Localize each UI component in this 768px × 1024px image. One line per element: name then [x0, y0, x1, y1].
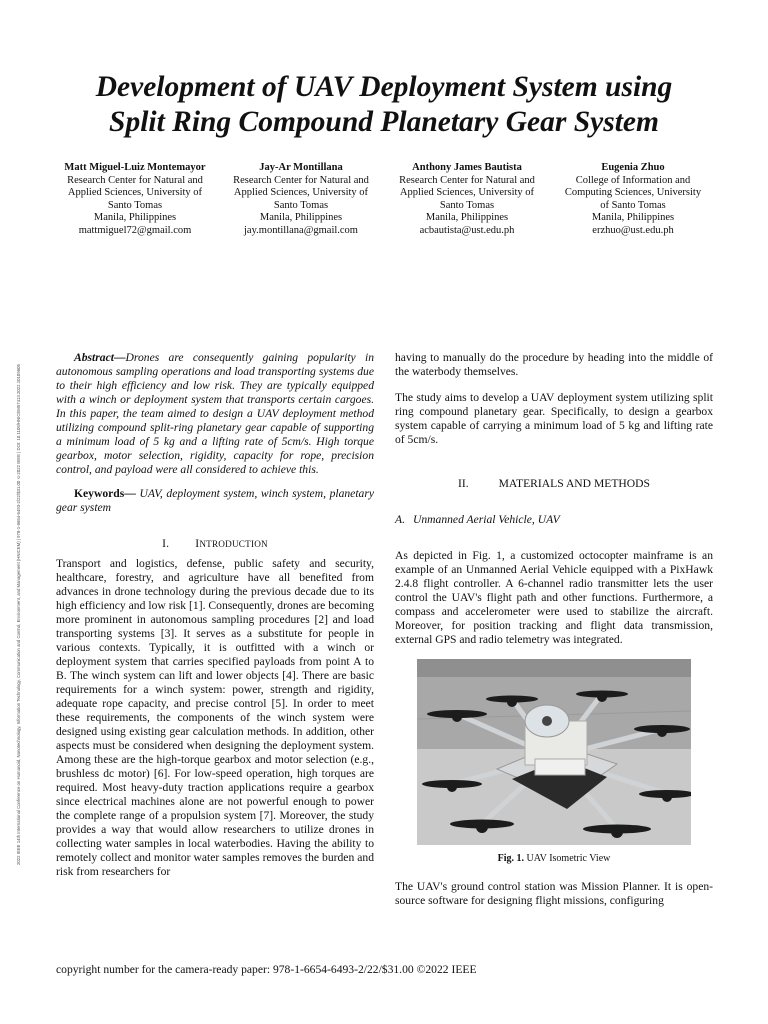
author-location: Manila, Philippines [591, 212, 675, 224]
subsection-title: Unmanned Aerial Vehicle, UAV [412, 513, 560, 526]
figure-label: Fig. 1. [497, 853, 525, 864]
author-affiliation: Research Center for Natural and [67, 174, 203, 186]
conference-side-note: 2022 IEEE 14th International Conference on Humanoid, Nanotechnology, Information Technology, Communication and Control, Environment, and Management (HNICEM) | 978-1-6654-6493-2/22/$31.00 ©2022 IEEE | DOI: 10.1109/HNICEM57413.2022.10109605 [16, 364, 21, 865]
author-affiliation: Research Center for Natural and [233, 174, 369, 186]
author-affiliation: Research Center for Natural and [399, 174, 535, 186]
author-affiliation: Santo Tomas [439, 199, 495, 211]
paragraph: As depicted in Fig. 1, a customized octocopter mainframe is an example of an Unmanned Aerial Vehicle equipped with a PixHawk 2.4.8 flight controller. A 6-channel radio transmitter lets the user control the UAV's flight path and other functions. Furthermore, a compass and accelerometer were used to stabilize the aircraft. Moreover, for position tracking and flight data transmission, external GPS and radio telemetry was integrated. [395, 549, 713, 646]
author-email: acbautista@ust.edu.ph [419, 224, 515, 236]
author-location: Manila, Philippines [93, 212, 177, 224]
title-line-2: Split Ring Compound Planetary Gear System [109, 106, 659, 138]
abstract [56, 351, 374, 477]
subsection-number: A. [395, 513, 405, 526]
paragraph: The study aims to develop a UAV deployment system utilizing split ring compound planetary gear. Specifically, to design a gearbox system capable of carrying a minimum load of 5 kg and lifting rate of 5cm/s. [395, 391, 713, 446]
keywords [56, 487, 374, 515]
section-number: I. [162, 537, 170, 550]
author-email: erzhuo@ust.edu.ph [592, 224, 674, 236]
author-4 [550, 162, 716, 242]
author-affiliation: Computing Sciences, University [564, 187, 702, 199]
paragraph: having to manually do the procedure by heading into the middle of the waterbody themselves. [395, 351, 713, 378]
author-affiliation: Applied Sciences, University of [399, 187, 535, 199]
figure-caption-text: UAV Isometric View [524, 853, 611, 864]
section-heading-materials [395, 477, 713, 491]
author-2 [218, 162, 384, 242]
author-email: jay.montillana@gmail.com [244, 224, 358, 236]
figure-caption [395, 852, 713, 866]
section-title-rest: NTRODUCTION [199, 539, 268, 549]
author-email: mattmiguel72@gmail.com [78, 224, 192, 236]
author-affiliation: Applied Sciences, University of [67, 187, 203, 199]
author-block [52, 162, 716, 242]
author-name: Anthony James Bautista [412, 162, 522, 173]
author-name: Jay-Ar Montillana [259, 162, 343, 173]
section-title-initial: I [195, 537, 200, 550]
section-number: II. [458, 477, 469, 490]
section-title: MATERIALS AND METHODS [498, 477, 650, 490]
author-affiliation: Applied Sciences, University of [233, 187, 369, 199]
copyright-footer: copyright number for the camera-ready paper: 978-1-6654-6493-2/22/$31.00 ©2022 IEEE [56, 963, 477, 976]
octocopter-illustration [417, 659, 691, 845]
abstract-text: Drones are consequently gaining popularity in autonomous sampling operations and load transporting systems due to their high efficiency and low risk. They are typically equipped with a winch or deployment system that transports certain cargoes. In this paper, the team aimed to design a UAV deployment method utilizing compound split-ring planetary gear capable of supporting a minimum load of 5 kg and a lifting rate of 5cm/s. High torque gearbox, motor selection, rigidity, capacity for rope, precision control, and payload were all considered to achieve this. [56, 351, 374, 476]
left-column [56, 351, 374, 879]
author-1 [52, 162, 218, 242]
author-name: Matt Miguel-Luiz Montemayor [64, 162, 206, 173]
abstract-label: Abstract— [74, 351, 126, 364]
author-affiliation: of Santo Tomas [600, 199, 666, 211]
author-location: Manila, Philippines [259, 212, 343, 224]
paragraph: The UAV's ground control station was Mission Planner. It is open-source software for designing flight missions, configuring [395, 880, 713, 907]
author-location: Manila, Philippines [425, 212, 509, 224]
author-affiliation: Santo Tomas [107, 199, 163, 211]
author-affiliation: Santo Tomas [273, 199, 329, 211]
introduction-paragraph: Transport and logistics, defense, public safety and security, healthcare, forestry, and agriculture have all benefited from advances in drone technology during the previous decade due to its high efficiency and low risk [1]. Consequently, drones are becoming more prominent in autonomous sampling procedures [2] and load transporting systems [3]. It serves as a substitute for people in various contexts. Typically, it is outfitted with a winch or deployment system that carries specified payloads from point A to B. The winch system can lift and lower objects [4]. There are basic requirements for a winch system: power, strength and rigidity, adequate rope capacity, and precise control [5]. In order to meet these requirements, the components of the winch system were designed using existing gear calculation methods. In addition, other aspects must be considered when designing the deployment system. Among these are the high-torque gearbox and motor selection (e.g., brushless dc motor) [6]. For low-speed operation, high torques are required. Most heavy-duty traction applications require a gearbox since electrical machines alone are not powerful enough to power the complete range of a propulsion system [7]. Moreover, the study provides a way that would allow researchers to utilize drones in collecting water samples in local waterbodies. Having the ability to remotely collect and monitor water samples removes the burden and risk from researchers for [56, 557, 374, 878]
section-heading-introduction [56, 537, 374, 551]
keywords-label: Keywords— [74, 487, 136, 500]
keywords-text: UAV, deployment system, winch system, planetary gear system [56, 487, 374, 514]
title-line-1: Development of UAV Deployment System using [95, 71, 673, 103]
author-affiliation: College of Information and [575, 174, 691, 186]
right-column [395, 351, 713, 908]
uav-photo [417, 659, 691, 845]
paper-title [40, 70, 728, 140]
subsection-heading [395, 513, 713, 527]
author-3 [384, 162, 550, 242]
author-name: Eugenia Zhuo [601, 162, 665, 173]
